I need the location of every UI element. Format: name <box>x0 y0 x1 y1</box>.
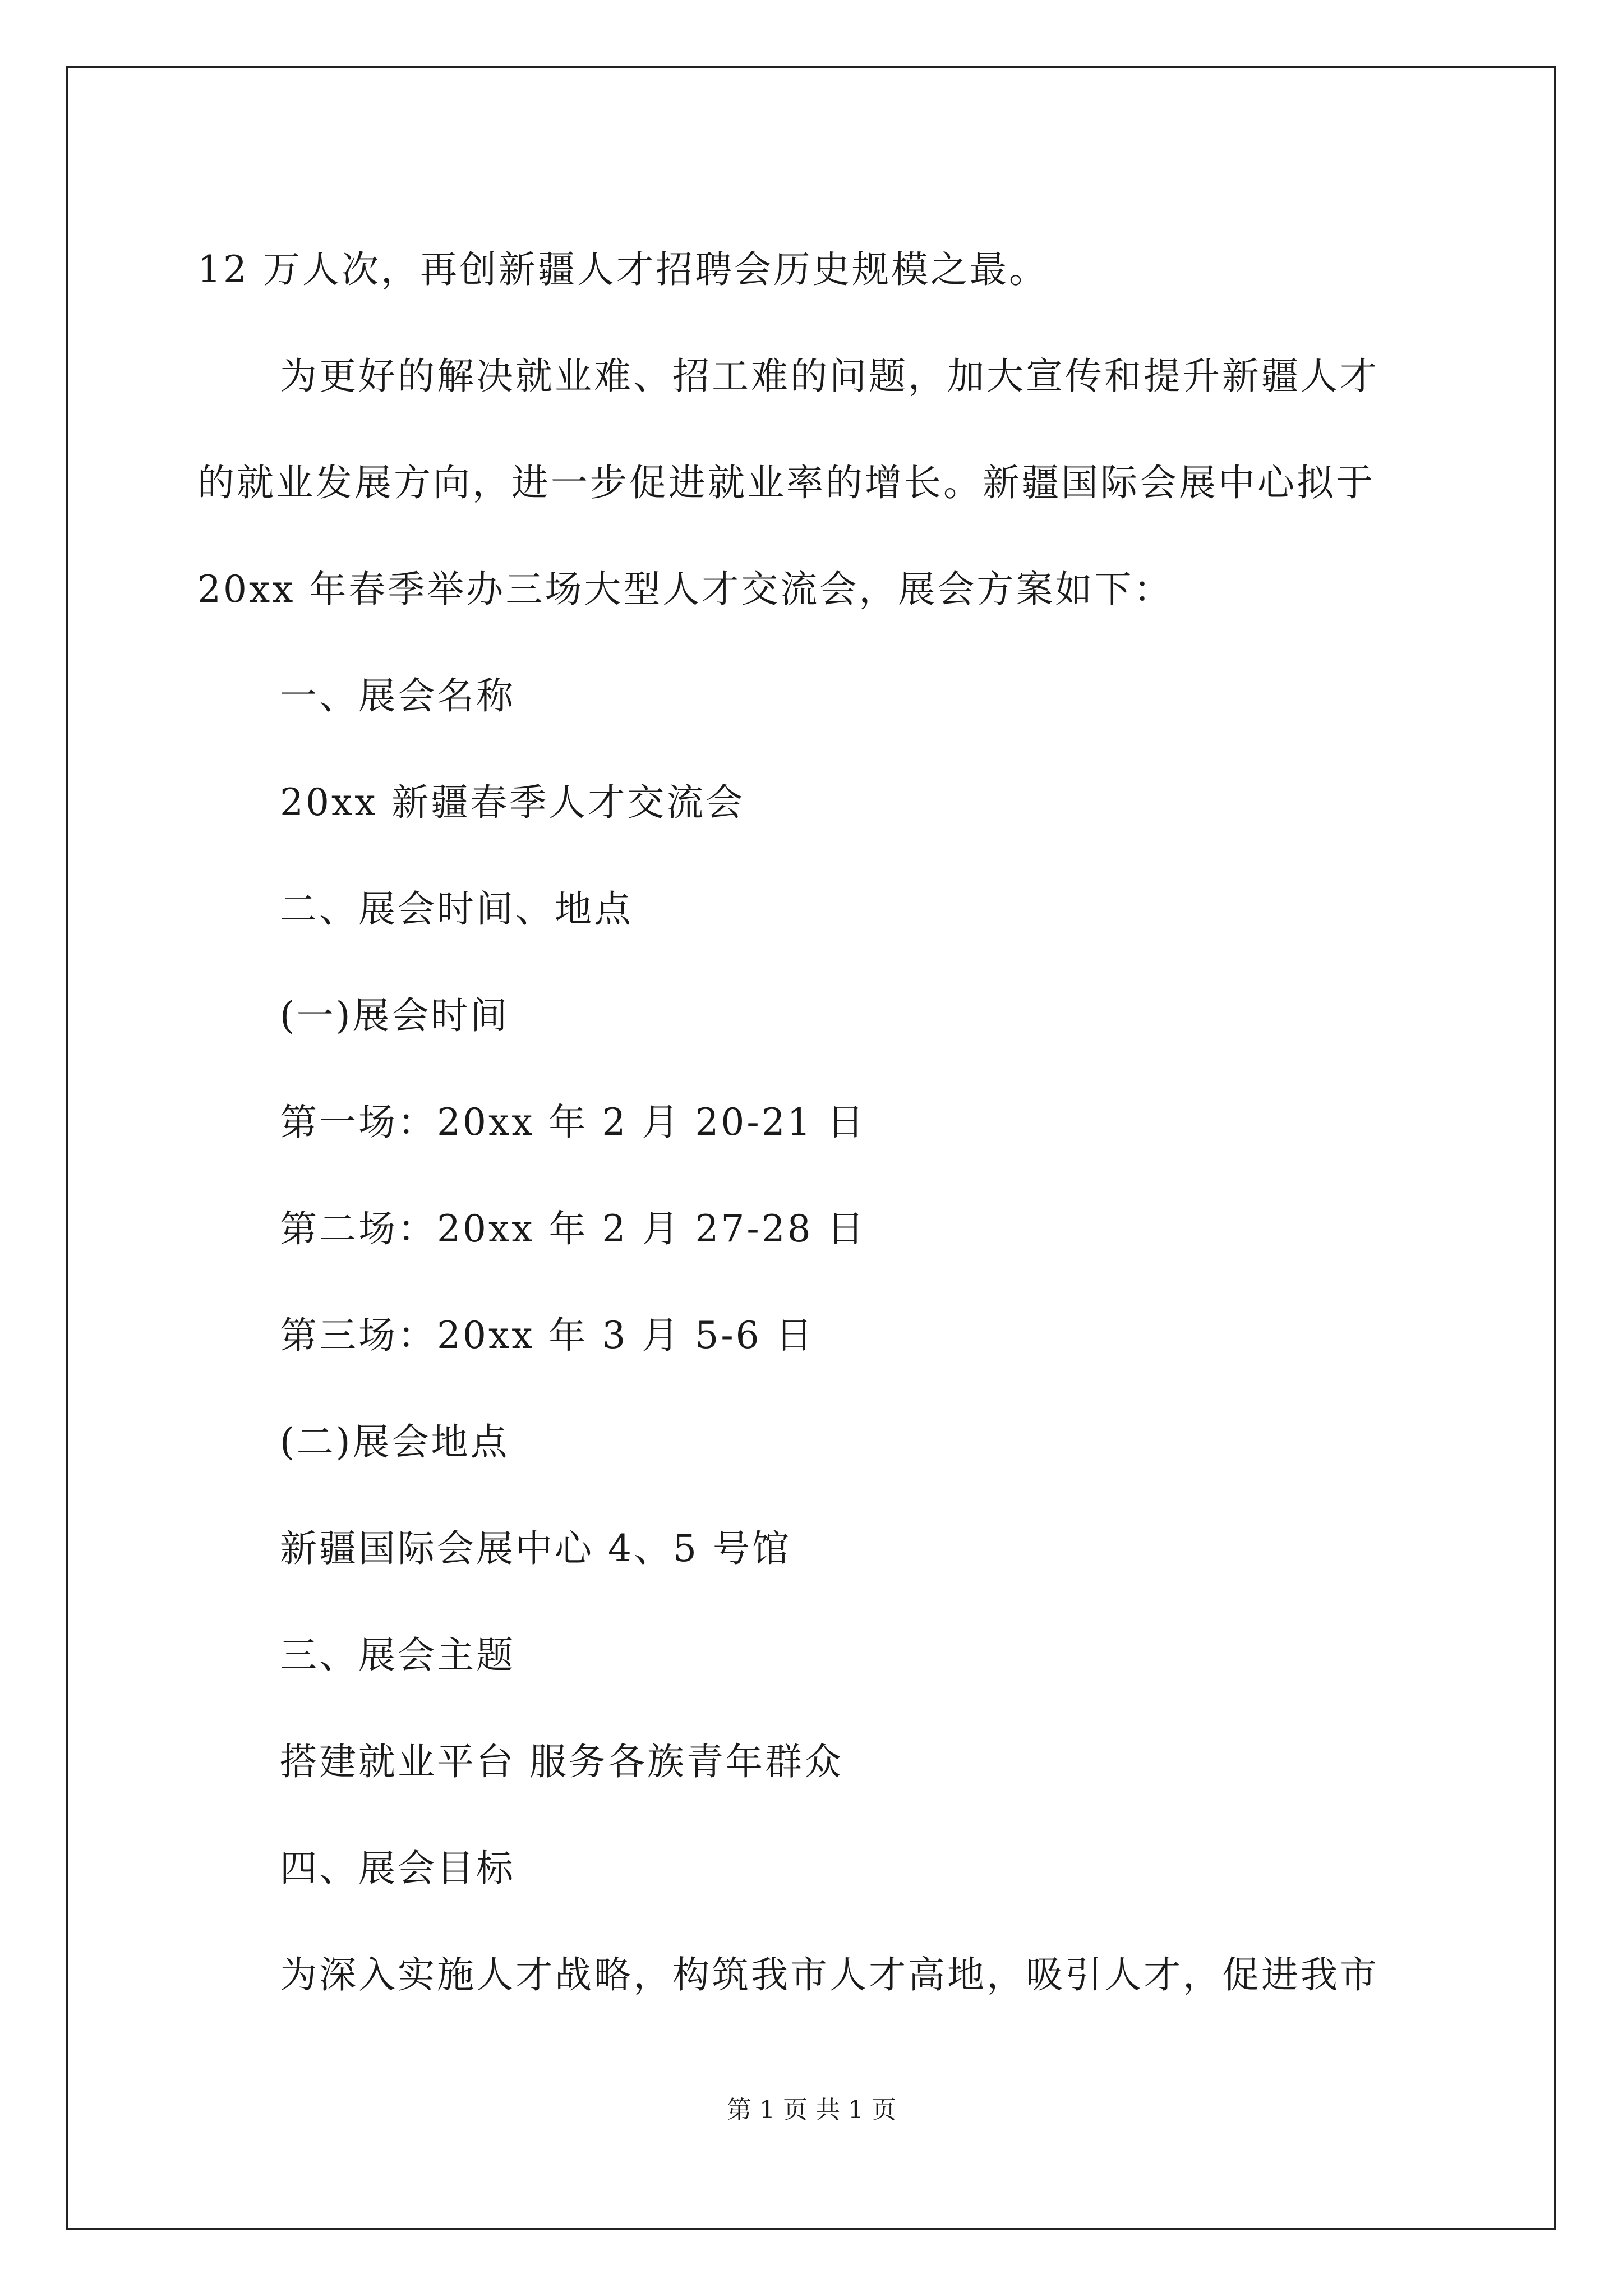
text-line-theme: 搭建就业平台 服务各族青年群众 <box>280 1740 843 1783</box>
document-body <box>197 217 1426 2028</box>
subsection-heading-place: (二)展会地点 <box>280 1420 510 1464</box>
text-line-venue: 新疆国际会展中心 4、5 号馆 <box>280 1527 791 1570</box>
text-line-exhibition-name: 20xx 新疆春季人才交流会 <box>280 781 745 824</box>
section-heading-time-place: 二、展会时间、地点 <box>280 887 633 931</box>
text-line-goal: 为深入实施人才战略，构筑我市人才高地，吸引人才，促进我市 <box>280 1953 1379 1996</box>
text-line-2: 为更好的解决就业难、招工难的问题，加大宣传和提升新疆人才 <box>280 355 1379 398</box>
text-line-session-2: 第二场：20xx 年 2 月 27-28 日 <box>280 1207 866 1250</box>
text-line-session-1: 第一场：20xx 年 2 月 20-21 日 <box>280 1101 866 1144</box>
section-heading-theme: 三、展会主题 <box>280 1634 515 1677</box>
text-line-3: 的就业发展方向，进一步促进就业率的增长。新疆国际会展中心拟于 <box>197 461 1375 504</box>
text-line-4: 20xx 年春季举办三场大型人才交流会，展会方案如下： <box>197 568 1173 611</box>
section-heading-goal: 四、展会目标 <box>280 1847 515 1890</box>
section-heading-name: 一、展会名称 <box>280 674 515 717</box>
subsection-heading-time: (一)展会时间 <box>280 994 510 1037</box>
page-footer: 第 1 页 共 1 页 <box>727 2096 896 2124</box>
text-line-1: 12 万人次，再创新疆人才招聘会历史规模之最。 <box>197 248 1048 291</box>
text-line-session-3: 第三场：20xx 年 3 月 5-6 日 <box>280 1314 815 1357</box>
